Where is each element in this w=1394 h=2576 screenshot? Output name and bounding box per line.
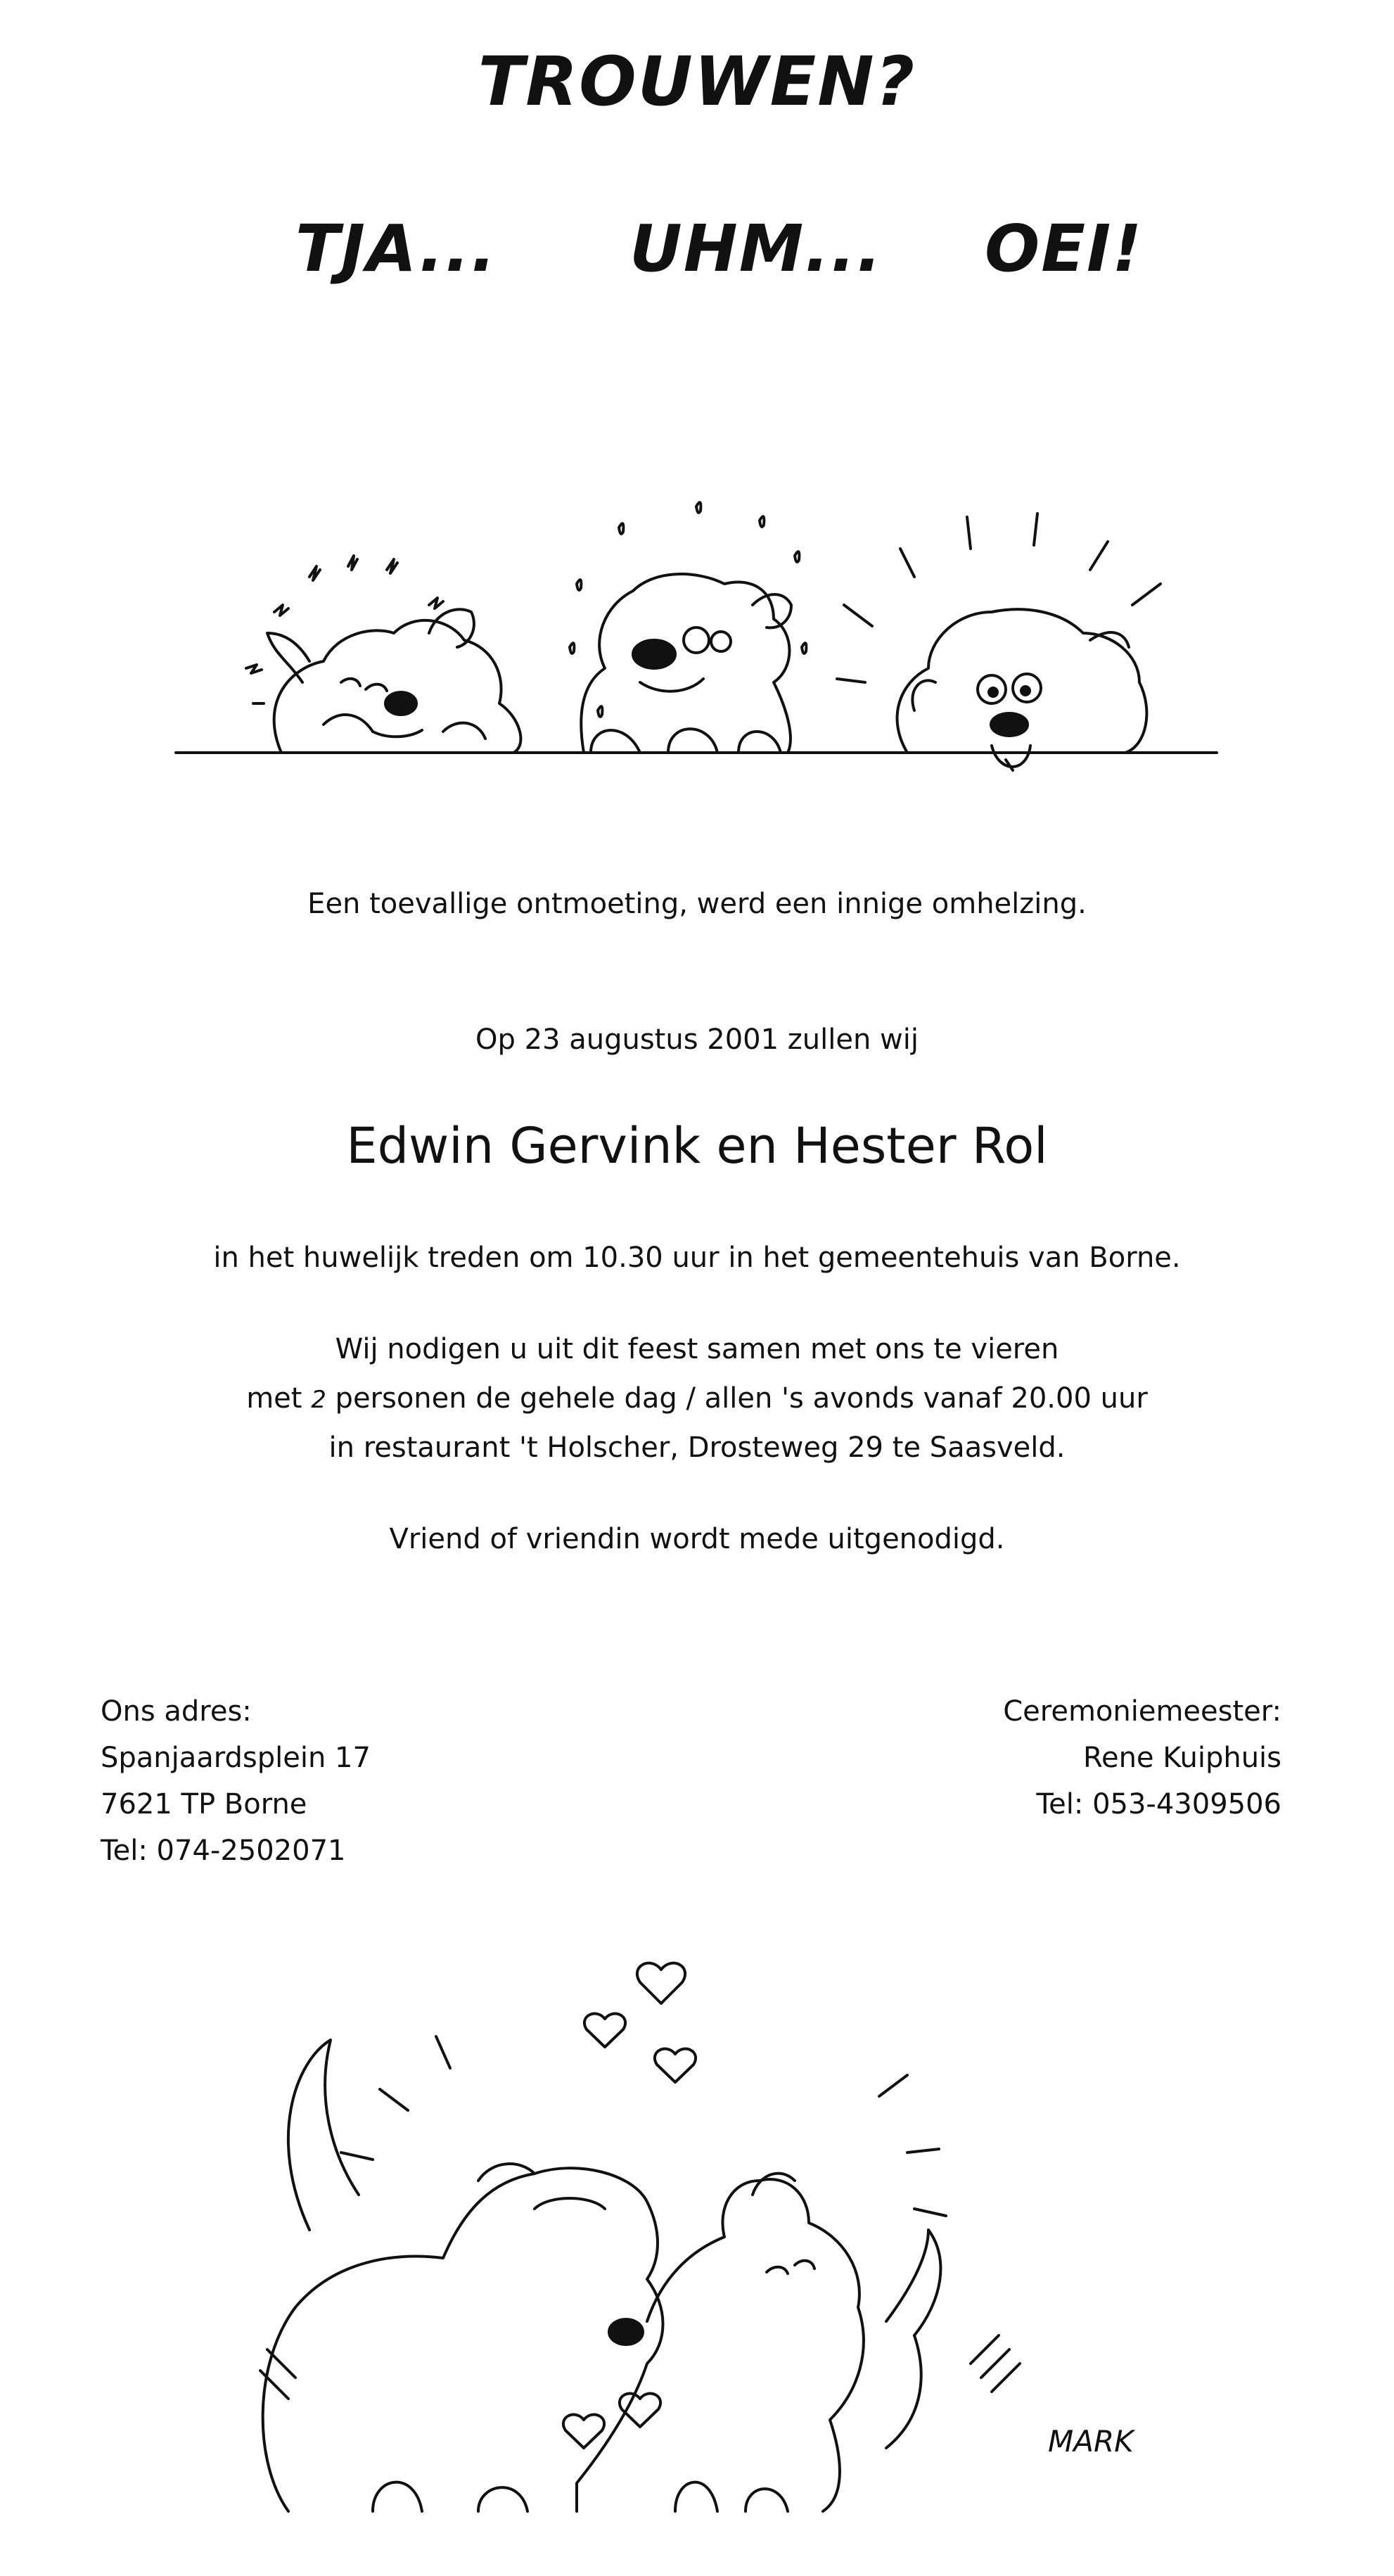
tongue-out-dog-drawing (837, 514, 1160, 770)
left-dog-drawing (263, 2040, 663, 2511)
three-dogs-illustration (162, 401, 1231, 865)
invitation-line-2-suffix: personen de gehele dag / allen 's avonds vanaf 20.00 uur (335, 1382, 1148, 1415)
ceremony-master-label: Ceremoniemeester: (1003, 1695, 1281, 1728)
invitation-line-1: Wij nodigen u uit dit feest samen met ons te vieren (335, 1333, 1059, 1365)
motion-lines-drawing (260, 2036, 1020, 2399)
couple-names: Edwin Gervink en Hester Rol (346, 1117, 1048, 1175)
ceremony-master-block (1003, 1695, 1281, 1835)
invitation-line-2 (0, 1382, 1394, 1415)
address-label: Ons adres: (101, 1695, 252, 1728)
address-city: 7621 TP Borne (101, 1788, 307, 1821)
worried-dog-drawing (246, 556, 520, 753)
kissing-dogs-illustration (211, 1927, 1231, 2532)
address-street: Spanjaardsplein 17 (101, 1742, 371, 1774)
invitation-line-2-prefix: met (246, 1382, 302, 1415)
ceremony-master-name: Rene Kuiphuis (1082, 1742, 1281, 1774)
reaction-1: TJA... (295, 211, 497, 286)
our-address-block (101, 1695, 371, 1881)
sweating-dog-drawing (570, 502, 806, 753)
reaction-3: OEI! (985, 211, 1144, 286)
hearts-drawing (563, 1963, 696, 2448)
right-dog-drawing (647, 2174, 940, 2511)
ceremony-details: in het huwelijk treden om 10.30 uur in het gemeentehuis van Borne. (213, 1242, 1181, 1274)
ceremony-master-phone: Tel: 053-4309506 (1036, 1788, 1281, 1821)
invitation-line-3: in restaurant 't Holscher, Drosteweg 29 te Saasveld. (328, 1432, 1066, 1464)
address-phone: Tel: 074-2502071 (101, 1835, 346, 1867)
date-line: Op 23 augustus 2001 zullen wij (475, 1024, 919, 1056)
tagline: Een toevallige ontmoeting, werd een innige omhelzing. (307, 888, 1087, 920)
headline: TROUWEN? (478, 42, 916, 121)
handwritten-guest-count: 2 (311, 1386, 326, 1414)
partner-note: Vriend of vriendin wordt mede uitgenodigd. (389, 1523, 1005, 1555)
artist-signature: MARK (1048, 2424, 1134, 2459)
reaction-2: UHM... (629, 211, 883, 286)
